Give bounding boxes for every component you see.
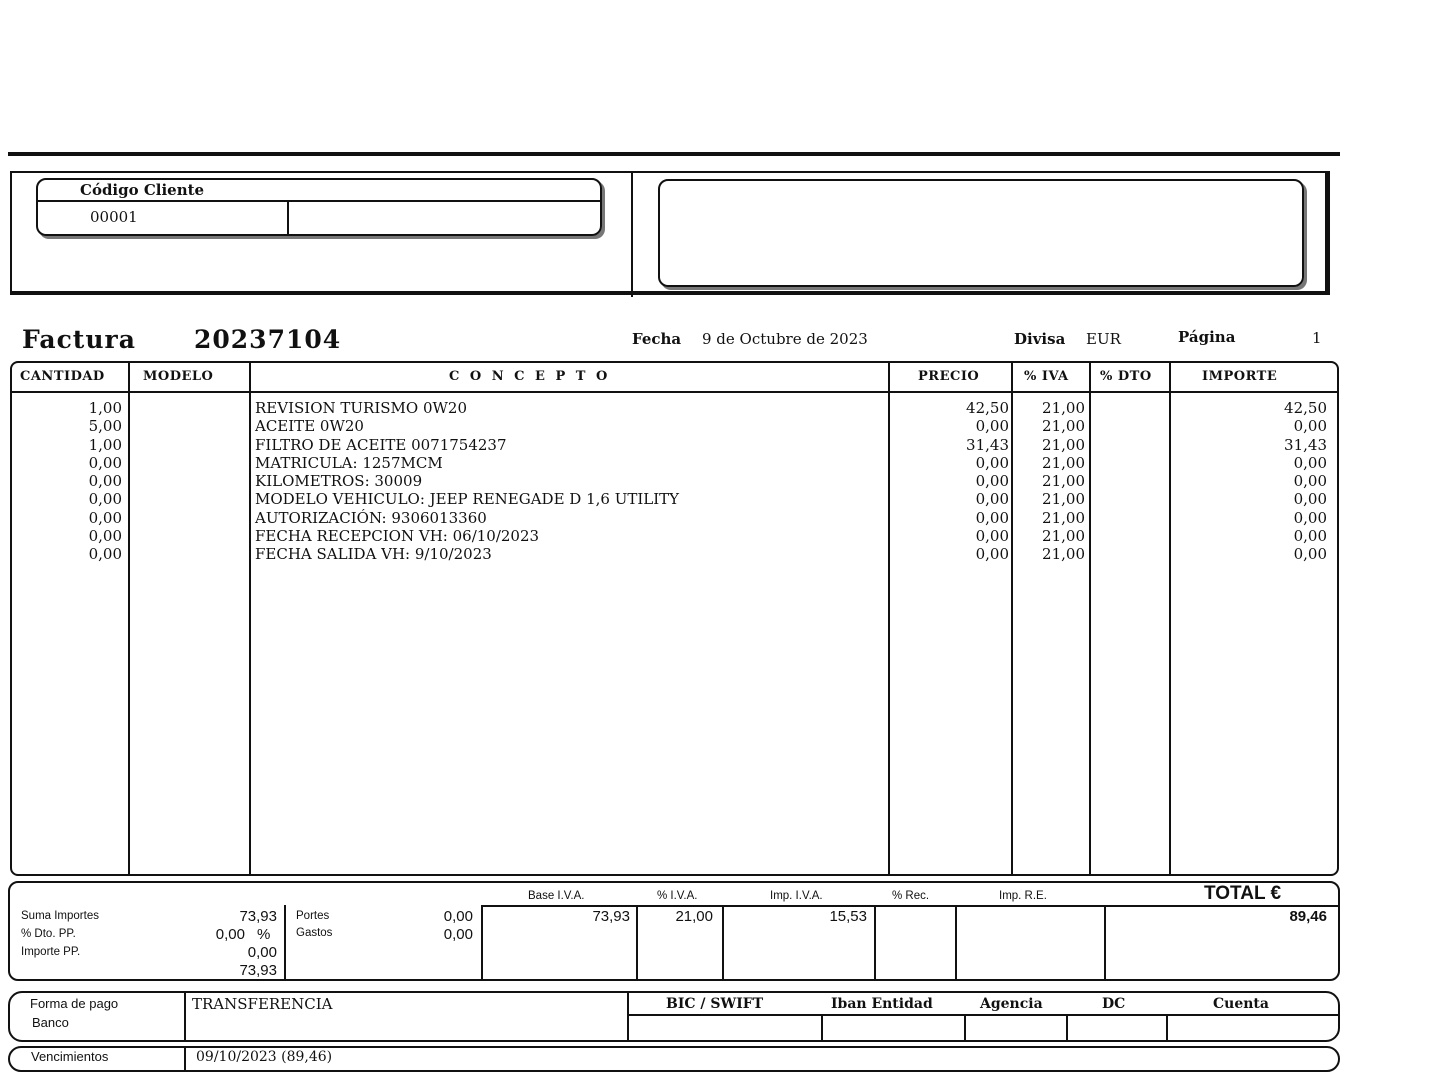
column-cantidad bbox=[14, 399, 122, 564]
cell-concepto: FECHA SALIDA VH: 9/10/2023 bbox=[255, 545, 492, 564]
imp-iva-label: Imp. I.V.A. bbox=[770, 890, 823, 902]
invoice-date-label: Fecha bbox=[632, 330, 682, 348]
column-precio bbox=[894, 399, 1009, 564]
cell-concepto: REVISION TURISMO 0W20 bbox=[255, 399, 468, 417]
invoice-title: Factura bbox=[22, 325, 136, 354]
invoice-date-value: 9 de Octubre de 2023 bbox=[702, 330, 868, 348]
cell-precio: 0,00 bbox=[975, 453, 1009, 472]
cell-cantidad: 0,00 bbox=[88, 490, 122, 509]
cell-concepto: MODELO VEHICULO: JEEP RENEGADE D 1,6 UTILITY bbox=[255, 490, 680, 509]
cell-importe: 0,00 bbox=[1293, 453, 1327, 472]
cell-cantidad: 1,00 bbox=[88, 399, 122, 417]
dto-pp-unit: % bbox=[257, 926, 271, 943]
cell-importe: 0,00 bbox=[1293, 417, 1327, 436]
cell-cantidad: 5,00 bbox=[88, 417, 122, 436]
column-iva bbox=[1016, 399, 1085, 564]
cell-precio: 31,43 bbox=[966, 435, 1009, 454]
suma-importes-label: Suma Importes bbox=[21, 910, 99, 922]
imp-iva-value: 15,53 bbox=[829, 908, 867, 925]
bank-divider bbox=[1066, 1014, 1068, 1042]
header-concepto: C O N C E P T O bbox=[449, 369, 611, 384]
col-divider bbox=[128, 361, 130, 876]
total-label: TOTAL € bbox=[1204, 883, 1282, 904]
cuenta-label: Cuenta bbox=[1213, 996, 1269, 1012]
bic-label: BIC / SWIFT bbox=[666, 996, 764, 1012]
importe-pp-label: Importe PP. bbox=[21, 946, 81, 958]
cell-precio: 0,00 bbox=[975, 527, 1009, 546]
bank-divider bbox=[964, 1014, 966, 1042]
totals-divider bbox=[722, 905, 724, 981]
cell-iva: 21,00 bbox=[1042, 399, 1085, 417]
pct-iva-value: 21,00 bbox=[675, 908, 713, 925]
base-iva-label: Base I.V.A. bbox=[528, 890, 585, 902]
cell-iva: 21,00 bbox=[1042, 545, 1085, 564]
cell-concepto: FILTRO DE ACEITE 0071754237 bbox=[255, 435, 507, 454]
bank-divider bbox=[821, 1014, 823, 1042]
cell-importe: 0,00 bbox=[1293, 545, 1327, 564]
totals-divider bbox=[1104, 905, 1106, 981]
cell-concepto: MATRICULA: 1257MCM bbox=[255, 453, 443, 472]
importe-pp-value: 0,00 bbox=[247, 944, 277, 961]
gastos-value: 0,00 bbox=[443, 926, 473, 943]
cell-cantidad: 0,00 bbox=[88, 508, 122, 527]
subtotal-value: 73,93 bbox=[239, 962, 277, 979]
items-header-separator bbox=[10, 391, 1339, 393]
totals-divider bbox=[636, 905, 638, 981]
totals-divider bbox=[284, 905, 286, 981]
client-address-box bbox=[658, 179, 1304, 287]
cell-precio: 0,00 bbox=[975, 417, 1009, 436]
pct-iva-label: % I.V.A. bbox=[657, 890, 698, 902]
cell-precio: 0,00 bbox=[975, 545, 1009, 564]
totals-divider bbox=[481, 905, 483, 981]
cell-cantidad: 0,00 bbox=[88, 527, 122, 546]
client-code-label: Código Cliente bbox=[80, 181, 205, 199]
cell-importe: 42,50 bbox=[1284, 399, 1327, 417]
cell-cantidad: 0,00 bbox=[88, 453, 122, 472]
header-iva: % IVA bbox=[1024, 369, 1069, 384]
total-value: 89,46 bbox=[1289, 908, 1327, 925]
cell-precio: 0,00 bbox=[975, 472, 1009, 491]
cell-precio: 42,50 bbox=[966, 399, 1009, 417]
cell-importe: 0,00 bbox=[1293, 472, 1327, 491]
cell-iva: 21,00 bbox=[1042, 435, 1085, 454]
currency-label: Divisa bbox=[1014, 330, 1066, 348]
agencia-label: Agencia bbox=[980, 996, 1043, 1012]
imp-re-label: Imp. R.E. bbox=[999, 890, 1047, 902]
cell-importe: 0,00 bbox=[1293, 508, 1327, 527]
portes-value: 0,00 bbox=[443, 908, 473, 925]
cell-iva: 21,00 bbox=[1042, 453, 1085, 472]
payment-divider bbox=[627, 991, 629, 1042]
bank-header-rule bbox=[627, 1014, 1338, 1016]
dc-label: DC bbox=[1102, 996, 1126, 1012]
totals-divider bbox=[955, 905, 957, 981]
column-importe bbox=[1176, 399, 1327, 564]
header-cantidad: CANTIDAD bbox=[20, 369, 105, 384]
cell-precio: 0,00 bbox=[975, 490, 1009, 509]
cell-concepto: AUTORIZACIÓN: 9306013360 bbox=[255, 508, 487, 527]
col-divider bbox=[1011, 361, 1013, 876]
col-divider bbox=[249, 361, 251, 876]
cell-concepto: KILOMETROS: 30009 bbox=[255, 472, 423, 491]
cell-concepto: FECHA RECEPCION VH: 06/10/2023 bbox=[255, 527, 540, 546]
cell-iva: 21,00 bbox=[1042, 417, 1085, 436]
header-precio: PRECIO bbox=[918, 369, 980, 384]
cell-cantidad: 0,00 bbox=[88, 472, 122, 491]
due-dates-divider bbox=[184, 1046, 186, 1072]
payment-method-value: TRANSFERENCIA bbox=[192, 995, 333, 1013]
bank-label: Banco bbox=[32, 1015, 69, 1030]
dto-pp-label: % Dto. PP. bbox=[21, 928, 76, 940]
payment-divider bbox=[184, 991, 186, 1042]
gastos-label: Gastos bbox=[296, 927, 333, 939]
column-concepto bbox=[255, 399, 885, 564]
cell-importe: 31,43 bbox=[1284, 435, 1327, 454]
cell-importe: 0,00 bbox=[1293, 490, 1327, 509]
page-label: Página bbox=[1178, 328, 1236, 346]
due-dates-label: Vencimientos bbox=[31, 1049, 109, 1064]
dto-pp-value: 0,00 bbox=[215, 926, 245, 943]
payment-method-label: Forma de pago bbox=[30, 996, 119, 1011]
cell-iva: 21,00 bbox=[1042, 527, 1085, 546]
col-divider bbox=[1169, 361, 1171, 876]
col-divider bbox=[888, 361, 890, 876]
suma-importes-value: 73,93 bbox=[239, 908, 277, 925]
due-dates-value: 09/10/2023 (89,46) bbox=[196, 1049, 333, 1065]
cell-cantidad: 1,00 bbox=[88, 435, 122, 454]
header-importe: IMPORTE bbox=[1202, 369, 1278, 384]
pct-rec-label: % Rec. bbox=[892, 890, 930, 902]
cell-iva: 21,00 bbox=[1042, 490, 1085, 509]
page-value: 1 bbox=[1312, 329, 1322, 347]
cell-concepto: ACEITE 0W20 bbox=[255, 417, 364, 436]
base-iva-value: 73,93 bbox=[592, 908, 630, 925]
client-header-divider bbox=[631, 171, 633, 297]
top-rule bbox=[8, 152, 1340, 156]
cell-precio: 0,00 bbox=[975, 508, 1009, 527]
portes-label: Portes bbox=[296, 910, 330, 922]
col-divider bbox=[1089, 361, 1091, 876]
cell-importe: 0,00 bbox=[1293, 527, 1327, 546]
header-dto: % DTO bbox=[1100, 369, 1152, 384]
client-code-value: 00001 bbox=[90, 208, 138, 226]
header-modelo: MODELO bbox=[143, 369, 214, 384]
cell-iva: 21,00 bbox=[1042, 472, 1085, 491]
bank-divider bbox=[1166, 1014, 1168, 1042]
currency-value: EUR bbox=[1086, 330, 1121, 348]
cell-iva: 21,00 bbox=[1042, 508, 1085, 527]
totals-divider bbox=[874, 905, 876, 981]
iban-label: Iban Entidad bbox=[831, 996, 933, 1012]
cell-cantidad: 0,00 bbox=[88, 545, 122, 564]
totals-header-rule bbox=[481, 905, 1338, 907]
invoice-number: 20237104 bbox=[194, 325, 342, 354]
